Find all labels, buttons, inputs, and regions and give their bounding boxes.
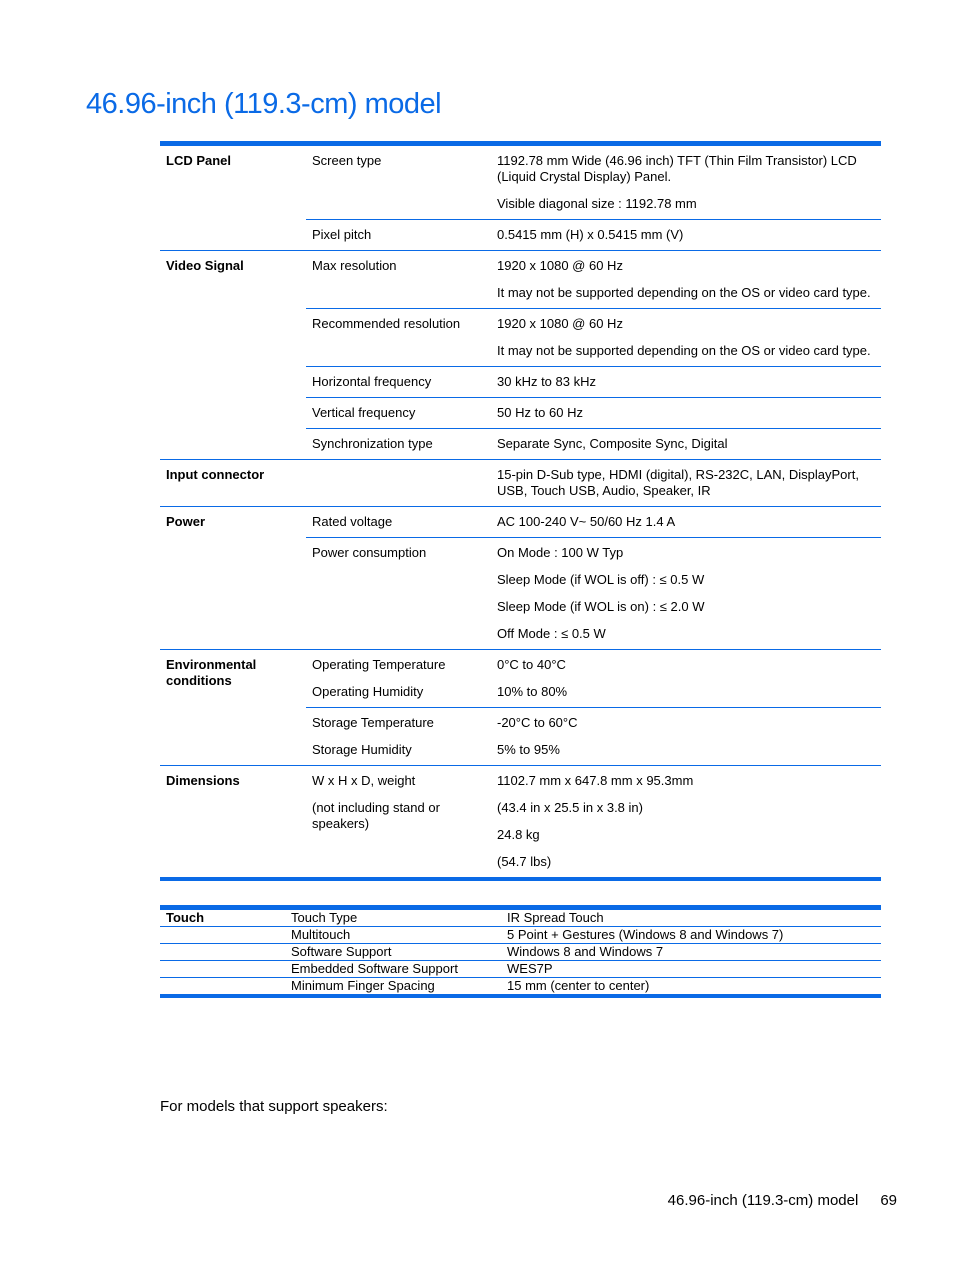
spec-value: 50 Hz to 60 Hz	[491, 398, 881, 429]
spec-value-line: 1192.78 mm Wide (46.96 inch) TFT (Thin Film Transistor) LCD (Liquid Crystal Display) Panel.	[497, 153, 857, 184]
spec-key: Software Support	[285, 944, 501, 961]
spec-value: AC 100-240 V~ 50/60 Hz 1.4 A	[491, 507, 881, 538]
row-header	[160, 978, 285, 997]
spec-key	[306, 708, 491, 766]
table-row	[160, 251, 881, 309]
spec-value: 15 mm (center to center)	[501, 978, 881, 997]
spec-value-line: It may not be supported depending on the OS or video card type.	[497, 285, 871, 300]
row-header	[160, 927, 285, 944]
row-header: LCD Panel	[166, 153, 232, 168]
spec-key: Vertical frequency	[306, 398, 491, 429]
row-header: Dimensions	[160, 766, 306, 880]
spec-value-line: 10% to 80%	[497, 684, 568, 699]
spec-value	[491, 708, 881, 766]
spec-key: Max resolution	[306, 251, 491, 309]
spec-value: 0.5415 mm (H) x 0.5415 mm (V)	[491, 220, 881, 251]
footer-label: 46.96-inch (119.3-cm) model	[667, 1192, 859, 1209]
spec-value: 30 kHz to 83 kHz	[491, 367, 881, 398]
table-row	[160, 766, 881, 880]
spec-key: Power consumption	[306, 538, 491, 650]
spec-value-line: It may not be supported depending on the OS or video card type.	[497, 343, 871, 358]
table-row	[160, 978, 881, 997]
spec-key	[306, 460, 491, 507]
spec-key-line: Storage Humidity	[312, 742, 412, 757]
spec-value-line: 1920 x 1080 @ 60 Hz	[497, 316, 623, 331]
spec-value	[491, 766, 881, 880]
spec-value	[491, 144, 881, 220]
spec-value	[491, 251, 881, 309]
spec-key: Minimum Finger Spacing	[285, 978, 501, 997]
spec-value-line: Visible diagonal size : 1192.78 mm	[497, 196, 697, 211]
spec-key-line: (not including stand or speakers)	[312, 800, 440, 831]
spec-value-line: (54.7 lbs)	[497, 854, 552, 869]
table-row	[160, 144, 881, 220]
spec-value-line: (43.4 in x 25.5 in x 3.8 in)	[497, 800, 643, 815]
row-header: Input connector	[160, 460, 306, 507]
spec-value-line: Sleep Mode (if WOL is off) : ≤ 0.5 W	[497, 572, 705, 587]
spec-value: Separate Sync, Composite Sync, Digital	[491, 429, 881, 460]
touch-table	[160, 905, 881, 998]
spec-key: Rated voltage	[306, 507, 491, 538]
page-title: 46.96-inch (119.3-cm) model	[86, 88, 442, 120]
spec-value-line: 1102.7 mm x 647.8 mm x 95.3mm	[497, 773, 694, 788]
spec-key: Horizontal frequency	[306, 367, 491, 398]
row-header	[160, 944, 285, 961]
spec-key	[306, 650, 491, 708]
page-number: 69	[880, 1192, 897, 1209]
spec-value-line: Off Mode : ≤ 0.5 W	[497, 626, 606, 641]
spec-table	[160, 141, 881, 881]
spec-key-line: Operating Temperature	[312, 657, 446, 672]
spec-key: Multitouch	[285, 927, 501, 944]
spec-key: Pixel pitch	[306, 220, 491, 251]
spec-key: Recommended resolution	[306, 309, 491, 367]
table-row	[160, 961, 881, 978]
spec-key-line: Operating Humidity	[312, 684, 424, 699]
spec-key: Screen type	[312, 153, 382, 168]
page-footer	[668, 1192, 897, 1209]
spec-value: Windows 8 and Windows 7	[501, 944, 881, 961]
row-header: Video Signal	[160, 251, 306, 460]
spec-value-line: -20°C to 60°C	[497, 715, 578, 730]
spec-key-line: W x H x D, weight	[312, 773, 416, 788]
spec-key-line: Storage Temperature	[312, 715, 434, 730]
spec-value: 15-pin D-Sub type, HDMI (digital), RS-232C, LAN, DisplayPort, USB, Touch USB, Audio, Speaker, IR	[491, 460, 881, 507]
spec-value-line: 1920 x 1080 @ 60 Hz	[497, 258, 623, 273]
row-header: Touch	[166, 910, 205, 925]
table-row	[160, 460, 881, 507]
spec-value: WES7P	[501, 961, 881, 978]
spec-value	[491, 309, 881, 367]
spec-value-line: On Mode : 100 W Typ	[497, 545, 624, 560]
spec-value-line: 5% to 95%	[497, 742, 560, 757]
table-row	[160, 650, 881, 708]
spec-value: 5 Point + Gestures (Windows 8 and Windows 7)	[501, 927, 881, 944]
table-row	[160, 908, 881, 927]
spec-value-line: 0°C to 40°C	[497, 657, 566, 672]
spec-key: Synchronization type	[306, 429, 491, 460]
row-header: Power	[160, 507, 306, 650]
spec-key: Touch Type	[291, 910, 358, 925]
row-header	[160, 961, 285, 978]
spec-key: Embedded Software Support	[285, 961, 501, 978]
spec-value-line: Sleep Mode (if WOL is on) : ≤ 2.0 W	[497, 599, 705, 614]
row-header: Environmental conditions	[160, 650, 306, 766]
spec-key	[306, 766, 491, 880]
table-row	[160, 507, 881, 538]
table-row	[160, 927, 881, 944]
spec-value	[491, 650, 881, 708]
spec-value-line: 24.8 kg	[497, 827, 540, 842]
spec-value: IR Spread Touch	[507, 910, 604, 925]
intro-text: For models that support speakers:	[160, 1098, 388, 1115]
table-row	[160, 944, 881, 961]
spec-value	[491, 538, 881, 650]
